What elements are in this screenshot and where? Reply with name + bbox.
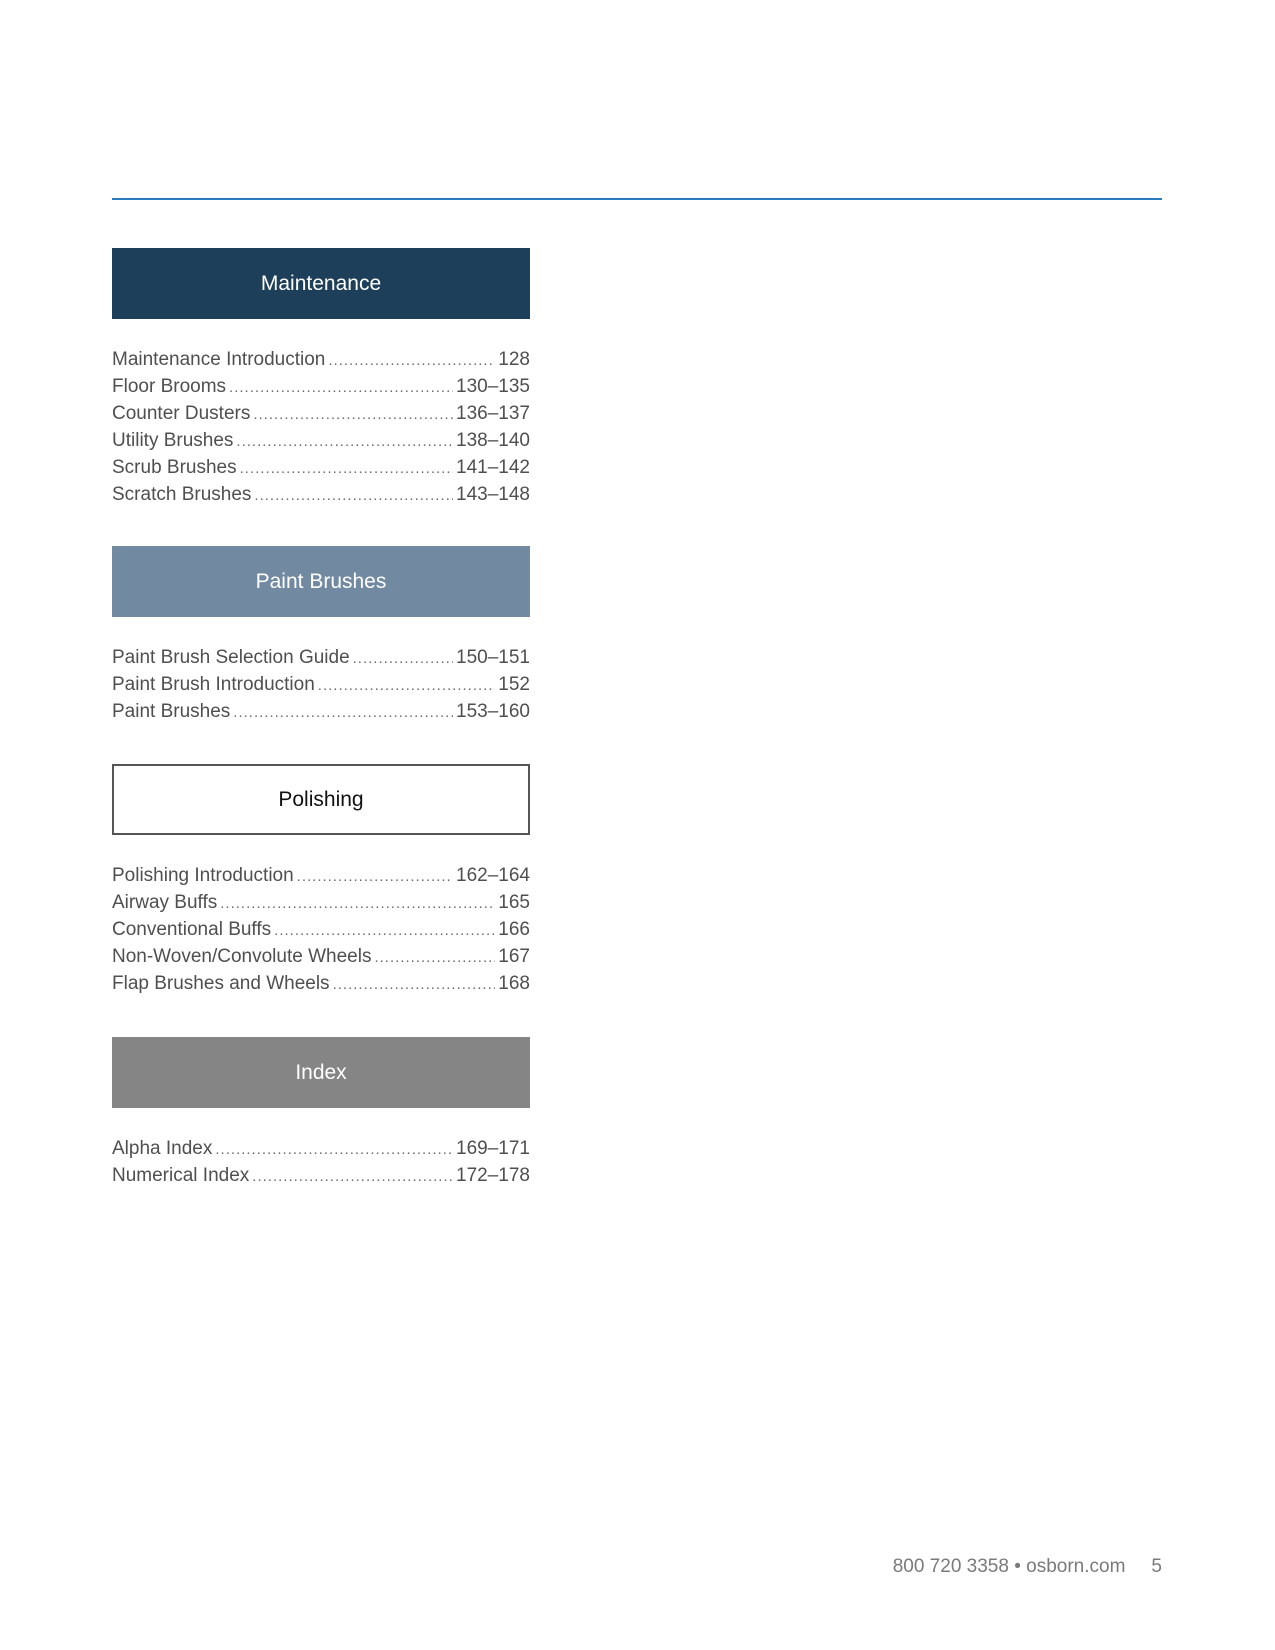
toc-entry[interactable] — [112, 644, 530, 671]
dot-leader — [333, 971, 496, 998]
dot-leader — [353, 645, 453, 672]
dot-leader — [318, 672, 496, 699]
toc-list-index — [112, 1135, 530, 1189]
toc-entry[interactable] — [112, 862, 530, 889]
toc-entry-label: Counter Dusters — [112, 403, 251, 424]
toc-entry-page: 153–160 — [456, 701, 530, 722]
dot-leader — [374, 944, 495, 971]
toc-entry-label: Non-Woven/Convolute Wheels — [112, 946, 372, 967]
dot-leader — [252, 1163, 453, 1190]
toc-list-paint-brushes — [112, 644, 530, 725]
dot-leader — [274, 917, 495, 944]
toc-entry-page: 165 — [498, 892, 530, 913]
toc-entry-label: Paint Brush Selection Guide — [112, 647, 350, 668]
toc-entry-page: 128 — [498, 349, 530, 370]
toc-entry-label: Flap Brushes and Wheels — [112, 973, 330, 994]
toc-entry[interactable] — [112, 427, 530, 454]
page-number: 5 — [1151, 1556, 1162, 1577]
section-index — [112, 1037, 530, 1189]
section-header-maintenance: Maintenance — [112, 248, 530, 319]
section-maintenance — [112, 248, 530, 508]
toc-entry[interactable] — [112, 373, 530, 400]
toc-entry[interactable] — [112, 1135, 530, 1162]
toc-entry-label: Paint Brushes — [112, 701, 231, 722]
toc-entry[interactable] — [112, 916, 530, 943]
top-rule — [112, 198, 1162, 200]
toc-entry[interactable] — [112, 671, 530, 698]
toc-entry-page: 168 — [498, 973, 530, 994]
toc-entry[interactable] — [112, 454, 530, 481]
toc-entry-page: 150–151 — [456, 647, 530, 668]
toc-entry-label: Maintenance Introduction — [112, 349, 326, 370]
toc-entry[interactable] — [112, 1162, 530, 1189]
toc-entry[interactable] — [112, 970, 530, 997]
toc-entry[interactable] — [112, 943, 530, 970]
section-header-paint-brushes: Paint Brushes — [112, 546, 530, 617]
section-header-index: Index — [112, 1037, 530, 1108]
dot-leader — [254, 482, 453, 509]
toc-entry-page: 167 — [498, 946, 530, 967]
toc-entry-label: Paint Brush Introduction — [112, 674, 315, 695]
toc-entry-page: 169–171 — [456, 1138, 530, 1159]
dot-leader — [233, 699, 453, 726]
toc-entry-page: 136–137 — [456, 403, 530, 424]
toc-entry[interactable] — [112, 698, 530, 725]
footer-contact: 800 720 3358 • osborn.com — [892, 1556, 1126, 1577]
toc-entry-page: 138–140 — [456, 430, 530, 451]
section-polishing — [112, 764, 530, 997]
toc-entry[interactable] — [112, 481, 530, 508]
dot-leader — [240, 455, 453, 482]
toc-entry-page: 162–164 — [456, 865, 530, 886]
toc-entry-page: 172–178 — [456, 1165, 530, 1186]
dot-leader — [297, 863, 453, 890]
toc-entry-label: Conventional Buffs — [112, 919, 272, 940]
toc-entry-label: Utility Brushes — [112, 430, 234, 451]
dot-leader — [236, 428, 453, 455]
dot-leader — [220, 890, 495, 917]
toc-entry-label: Floor Brooms — [112, 376, 227, 397]
dot-leader — [328, 347, 495, 374]
toc-entry-page: 166 — [498, 919, 530, 940]
toc-entry-page: 130–135 — [456, 376, 530, 397]
toc-entry-page: 152 — [498, 674, 530, 695]
toc-list-maintenance — [112, 346, 530, 508]
toc-entry-page: 143–148 — [456, 484, 530, 505]
toc-entry-label: Scratch Brushes — [112, 484, 252, 505]
toc-list-polishing — [112, 862, 530, 997]
section-header-polishing: Polishing — [112, 764, 530, 835]
toc-entry-label: Airway Buffs — [112, 892, 218, 913]
toc-entry-label: Scrub Brushes — [112, 457, 237, 478]
toc-entry-label: Polishing Introduction — [112, 865, 294, 886]
toc-entry-page: 141–142 — [456, 457, 530, 478]
page-footer — [860, 1556, 1162, 1578]
dot-leader — [229, 374, 453, 401]
dot-leader — [215, 1136, 453, 1163]
toc-entry-label: Alpha Index — [112, 1138, 213, 1159]
toc-entry-label: Numerical Index — [112, 1165, 250, 1186]
toc-entry[interactable] — [112, 400, 530, 427]
toc-entry[interactable] — [112, 889, 530, 916]
dot-leader — [253, 401, 453, 428]
toc-entry[interactable] — [112, 346, 530, 373]
section-paint-brushes — [112, 546, 530, 725]
